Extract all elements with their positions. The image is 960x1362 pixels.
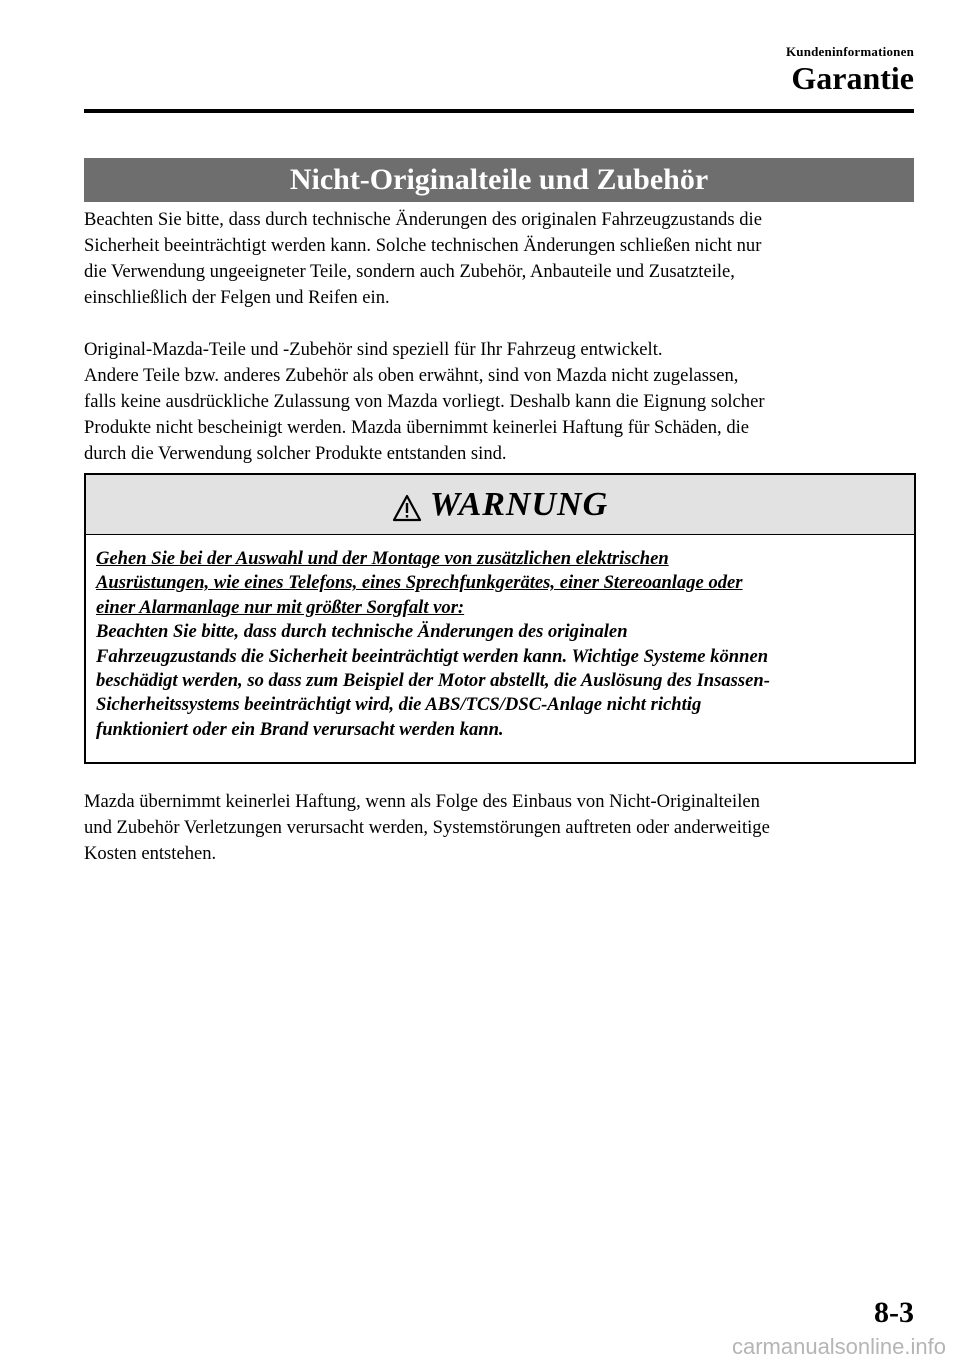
paragraph-line: die Verwendung ungeeigneter Teile, sondern auch Zubehör, Anbauteile und Zusatzteile, <box>84 261 735 282</box>
paragraph-line: Produkte nicht bescheinigt werden. Mazda übernimmt keinerlei Haftung für Schäden, die <box>84 417 750 438</box>
paragraph-line: Original-Mazda-Teile und -Zubehör sind speziell für Ihr Fahrzeug entwickelt. <box>84 339 663 360</box>
paragraph-line: Mazda übernimmt keinerlei Haftung, wenn als Folge des Einbaus von Nicht-Originalteilen <box>84 791 760 812</box>
warning-text <box>86 547 914 742</box>
intro-paragraph <box>84 207 924 311</box>
section-title: Nicht-Originalteile und Zubehör <box>84 158 914 202</box>
paragraph-line: und Zubehör Verletzungen verursacht werden, Systemstörungen auftreten oder anderweitige <box>84 817 770 838</box>
warning-line-underlined: Gehen Sie bei der Auswahl und der Montage von zusätzlichen elektrischen <box>96 548 669 569</box>
paragraph-line: Kosten entstehen. <box>84 843 217 864</box>
warning-line-underlined: Ausrüstungen, wie eines Telefons, eines Sprechfunkgerätes, einer Stereoanlage oder <box>96 572 743 594</box>
warning-line: Fahrzeugzustands die Sicherheit beeinträchtigt werden kann. Wichtige Systeme können <box>96 645 769 667</box>
warning-line: beschädigt werden, so dass zum Beispiel der Motor abstellt, die Auslösung des Insassen- <box>96 670 770 692</box>
chapter-label: Kundeninformationen <box>785 44 914 59</box>
paragraph-line: einschließlich der Felgen und Reifen ein. <box>84 287 390 308</box>
page-number: 8-3 <box>874 1296 914 1329</box>
header-divider <box>84 109 914 113</box>
liability-paragraph <box>84 789 924 867</box>
paragraph-line: Sicherheit beeinträchtigt werden kann. Solche technischen Änderungen schließen nicht nur <box>84 235 762 256</box>
watermark: carmanualsonline.info <box>731 1334 946 1359</box>
warning-header <box>86 475 914 535</box>
section-label: Garantie <box>791 60 914 96</box>
warning-line: funktioniert oder ein Brand verursacht werden kann. <box>96 718 504 740</box>
paragraph-line: durch die Verwendung solcher Produkte entstanden sind. <box>84 443 507 464</box>
original-parts-paragraph <box>84 337 924 467</box>
warning-line: Sicherheitssystems beeinträchtigt wird, die ABS/TCS/DSC-Anlage nicht richtig <box>96 694 702 716</box>
warning-title: WARNUNG <box>429 485 609 523</box>
warning-line-underlined: einer Alarmanlage nur mit größter Sorgfalt vor: <box>96 596 465 618</box>
warning-triangle-icon <box>392 494 422 522</box>
paragraph-line: Beachten Sie bitte, dass durch technische Änderungen des originalen Fahrzeugzustands die <box>84 209 762 230</box>
paragraph-line: falls keine ausdrückliche Zulassung von Mazda vorliegt. Deshalb kann die Eignung solcher <box>84 391 765 412</box>
warning-line: Beachten Sie bitte, dass durch technische Änderungen des originalen <box>96 621 628 643</box>
paragraph-line: Andere Teile bzw. anderes Zubehör als oben erwähnt, sind von Mazda nicht zugelassen, <box>84 365 739 386</box>
warning-box <box>84 473 916 764</box>
